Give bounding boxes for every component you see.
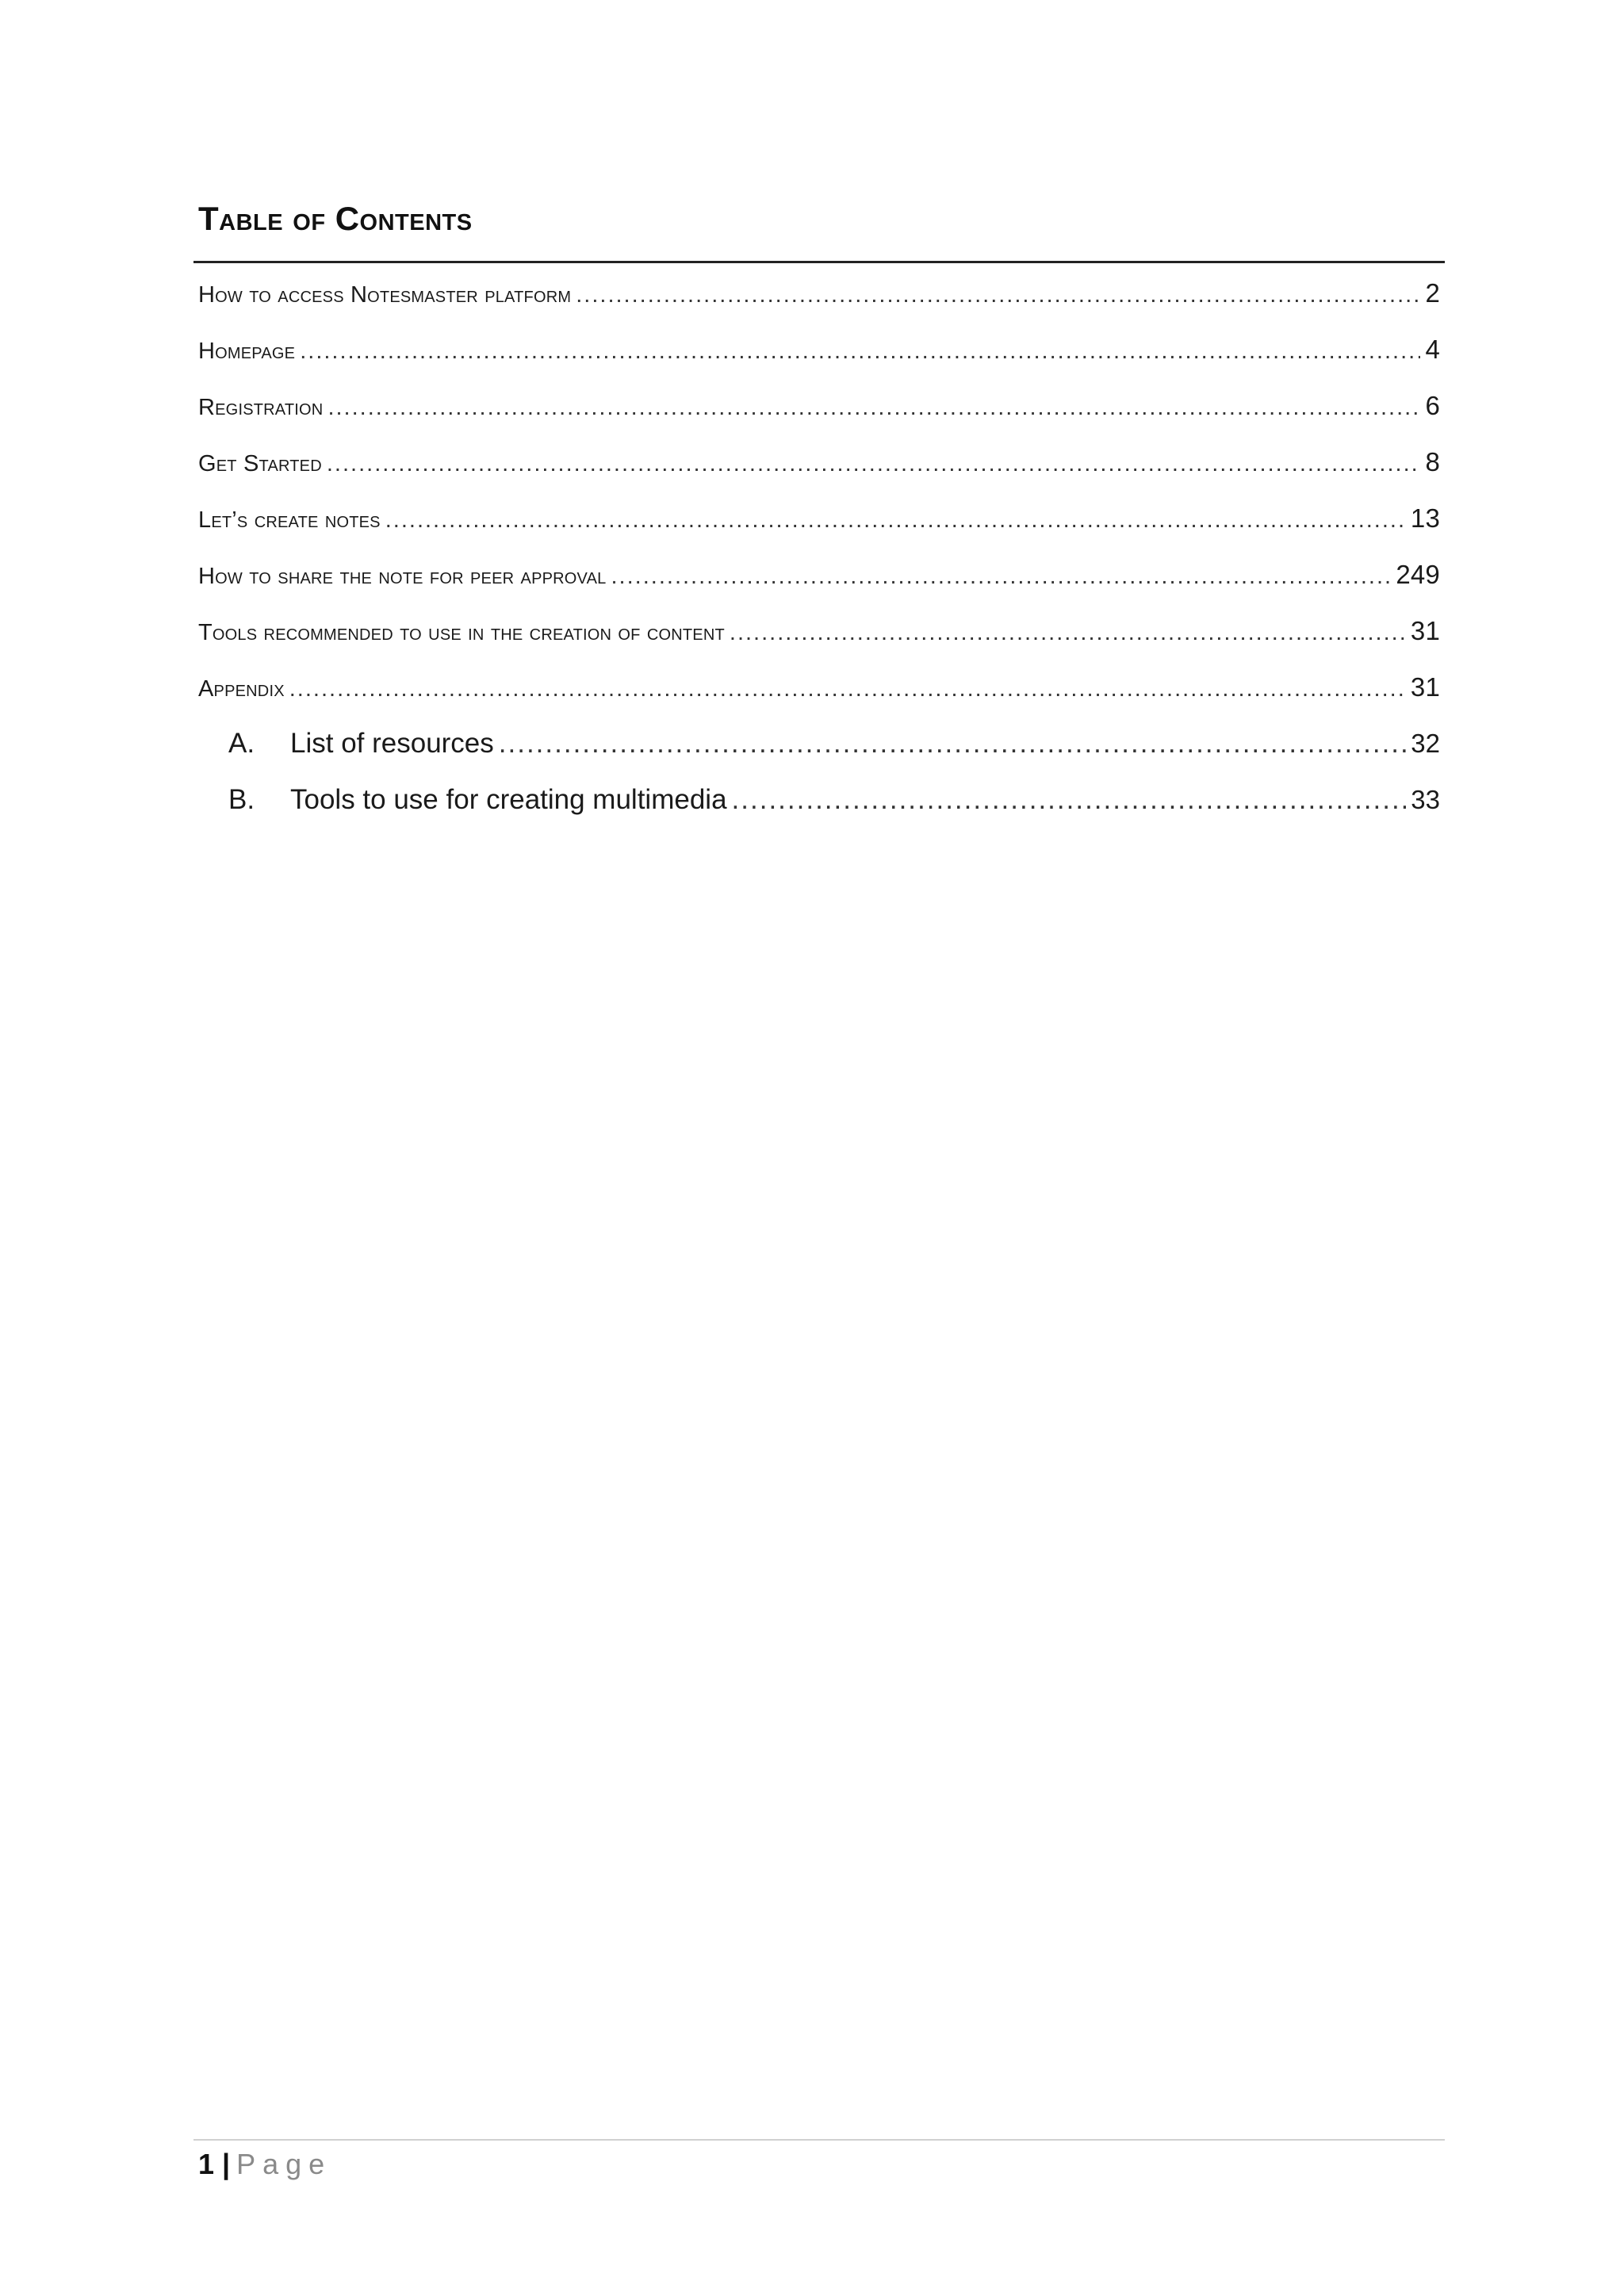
toc-dot-leader <box>327 380 1420 436</box>
toc-list <box>198 265 1440 828</box>
toc-dot-leader <box>730 605 1406 661</box>
toc-entry-page: 6 <box>1425 391 1440 420</box>
toc-sub-entry-page: 32 <box>1411 729 1440 758</box>
toc-entry-label: Tools recommended to use in the creation of content <box>198 620 725 645</box>
toc-sub-entry[interactable] <box>198 771 1440 828</box>
toc-dot-leader <box>385 492 1406 549</box>
toc-entry-page: 2 <box>1425 278 1440 308</box>
toc-dot-leader <box>611 549 1391 605</box>
toc-entry-page: 31 <box>1410 616 1440 645</box>
toc-entry[interactable] <box>198 434 1440 490</box>
toc-entry-label: How to access Notesmaster platform <box>198 282 572 308</box>
toc-entry[interactable] <box>198 490 1440 546</box>
page-footer <box>198 2145 331 2184</box>
toc-entry[interactable] <box>198 377 1440 434</box>
toc-sub-entry-label: List of resources <box>290 728 494 759</box>
toc-entry-page: 4 <box>1425 335 1440 364</box>
toc-entry-label: Registration <box>198 395 324 420</box>
toc-heading-rule <box>193 261 1445 263</box>
toc-sub-entry-letter: A. <box>228 728 255 759</box>
toc-entry[interactable] <box>198 659 1440 715</box>
footer-page-number: 1 <box>198 2148 215 2180</box>
toc-sub-entry[interactable] <box>198 715 1440 771</box>
toc-sub-entry-letter: B. <box>228 784 255 815</box>
toc-dot-leader <box>499 715 1407 771</box>
footer-page-word: Page <box>236 2148 332 2180</box>
toc-entry-page: 13 <box>1410 503 1440 533</box>
toc-entry[interactable] <box>198 603 1440 659</box>
toc-entry-label: Get Started <box>198 451 322 476</box>
toc-dot-leader <box>327 436 1421 492</box>
toc-entry[interactable] <box>198 546 1440 603</box>
toc-entry-page: 249 <box>1396 560 1440 589</box>
toc-dot-leader <box>576 267 1420 323</box>
toc-dot-leader <box>300 323 1420 380</box>
toc-entry-page: 31 <box>1410 672 1440 702</box>
toc-sub-entry-page: 33 <box>1411 785 1440 814</box>
footer-rule <box>193 2139 1445 2141</box>
toc-sub-entry-label: Tools to use for creating multimedia <box>290 784 727 815</box>
toc-dot-leader <box>289 661 1406 718</box>
toc-dot-leader <box>732 771 1407 828</box>
toc-entry-label: Let’s create notes <box>198 507 381 533</box>
toc-heading: Table of Contents <box>198 200 473 237</box>
toc-entry-label: How to share the note for peer approval <box>198 564 607 589</box>
toc-entry-page: 8 <box>1425 447 1440 476</box>
toc-entry[interactable] <box>198 265 1440 321</box>
toc-entry-label: Appendix <box>198 676 285 702</box>
footer-separator: | <box>222 2148 231 2180</box>
toc-entry[interactable] <box>198 321 1440 377</box>
toc-entry-label: Homepage <box>198 339 296 364</box>
